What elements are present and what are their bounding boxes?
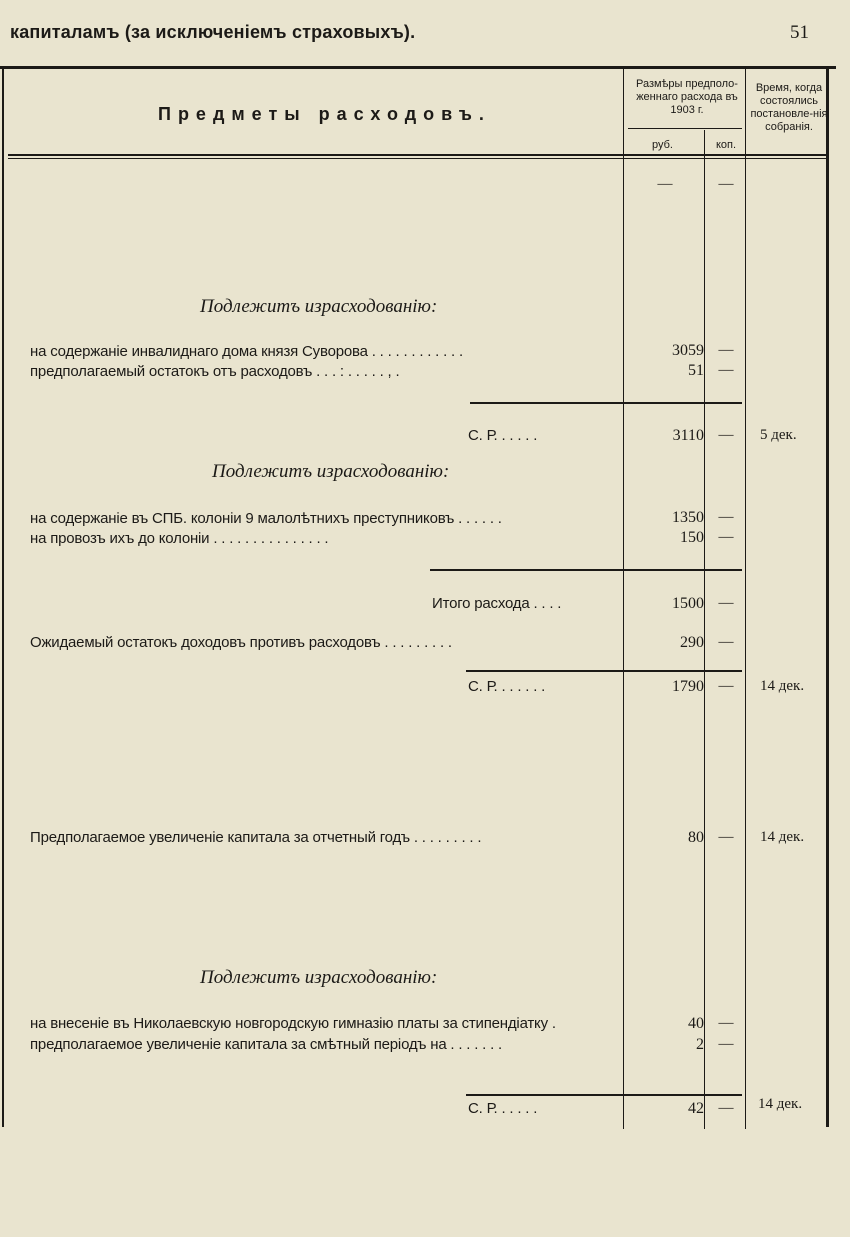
section4-row-2: предполагаемое увеличеніе капитала за смѣтный періодъ на . . . . . . . xyxy=(30,1036,503,1053)
section2-total-kop: — xyxy=(718,678,734,694)
table-title: Предметы расходовъ. xyxy=(158,104,491,124)
right-rule xyxy=(826,69,829,1127)
section2-row-2-kop: — xyxy=(718,529,734,545)
amount-column-header: Размѣры предполо-женнаго расхода въ 1903 г. xyxy=(636,78,738,116)
section1-total-kop: — xyxy=(718,427,734,443)
section2-subtotal-rub: 1500 xyxy=(672,595,704,612)
section4-total-rub: 42 xyxy=(688,1100,704,1117)
section2-total-label: С. Р. . . . . . . xyxy=(468,678,546,695)
section1-row-2: предполагаемый остатокъ отъ расходовъ . . . : . . . . . , . xyxy=(30,363,400,380)
section2-total-rule xyxy=(466,670,742,672)
section2-heading: Подлежитъ израсходованію: xyxy=(212,461,450,482)
top-dash-rub: — xyxy=(657,176,673,192)
time-column-header: Время, когда состоялись постановле-нія собранія. xyxy=(750,82,828,133)
section2-row-1: на содержаніе въ СПБ. колоніи 9 малолѣтнихъ преступниковъ . . . . . . xyxy=(30,510,502,527)
section1-sum-rule xyxy=(470,402,742,404)
section1-total-label: С. Р. . . . . . xyxy=(468,427,538,444)
section3-row-rub: 80 xyxy=(688,829,704,846)
section2-row-1-kop: — xyxy=(718,509,734,525)
section4-row-1: на внесеніе въ Николаевскую новгородскую гимназію платы за стипендіатку . xyxy=(30,1015,556,1032)
section2-remainder-kop: — xyxy=(718,634,734,650)
section4-total-label: С. Р. . . . . . xyxy=(468,1100,538,1117)
section1-row-2-rub: 51 xyxy=(688,362,704,379)
section2-row-2-rub: 150 xyxy=(680,529,704,546)
section4-total-kop: — xyxy=(718,1100,734,1116)
subhead-rule xyxy=(628,128,742,129)
top-rule xyxy=(0,66,836,69)
col-kop-divider xyxy=(704,130,705,1129)
section1-row-1-rub: 3059 xyxy=(672,342,704,359)
running-head: капиталамъ (за исключеніемъ страховыхъ). xyxy=(10,22,416,42)
section1-row-2-kop: — xyxy=(718,362,734,378)
section2-total-rub: 1790 xyxy=(672,678,704,695)
section4-row-2-kop: — xyxy=(718,1036,734,1052)
section2-row-1-rub: 1350 xyxy=(672,509,704,526)
left-rule xyxy=(2,69,4,1127)
header-bottom-rule-2 xyxy=(8,158,828,159)
section2-subtotal-kop: — xyxy=(718,595,734,611)
section4-date: 14 дек. xyxy=(758,1096,803,1112)
section2-row-2: на провозъ ихъ до колоніи . . . . . . . . . . . . . . . xyxy=(30,530,329,547)
section4-row-1-rub: 40 xyxy=(688,1015,704,1032)
section2-subtotal-label: Итого расхода . . . . xyxy=(432,595,562,612)
rub-column-label: руб. xyxy=(652,139,673,151)
kop-column-label: коп. xyxy=(716,139,737,151)
section2-remainder-rub: 290 xyxy=(680,634,704,651)
header-bottom-rule xyxy=(8,154,828,156)
page-number: 51 xyxy=(790,22,809,43)
section3-date: 14 дек. xyxy=(760,829,805,845)
top-dash-kop: — xyxy=(718,176,734,192)
section2-date: 14 дек. xyxy=(760,678,805,694)
section1-row-1-kop: — xyxy=(718,342,734,358)
section3-row: Предполагаемое увеличеніе капитала за отчетный годъ . . . . . . . . . xyxy=(30,829,482,846)
section3-row-kop: — xyxy=(718,829,734,845)
section4-row-2-rub: 2 xyxy=(696,1036,704,1053)
section4-total-rule xyxy=(466,1094,742,1096)
section1-total-rub: 3110 xyxy=(672,427,704,444)
section1-date: 5 дек. xyxy=(760,427,797,443)
section4-heading: Подлежитъ израсходованію: xyxy=(200,967,438,988)
section2-remainder: Ожидаемый остатокъ доходовъ противъ расходовъ . . . . . . . . . xyxy=(30,634,452,651)
section4-row-1-kop: — xyxy=(718,1015,734,1031)
section1-heading: Подлежитъ израсходованію: xyxy=(200,296,438,317)
section1-row-1: на содержаніе инвалиднаго дома князя Суворова . . . . . . . . . . . . xyxy=(30,343,463,360)
section2-sum-rule xyxy=(430,569,742,571)
